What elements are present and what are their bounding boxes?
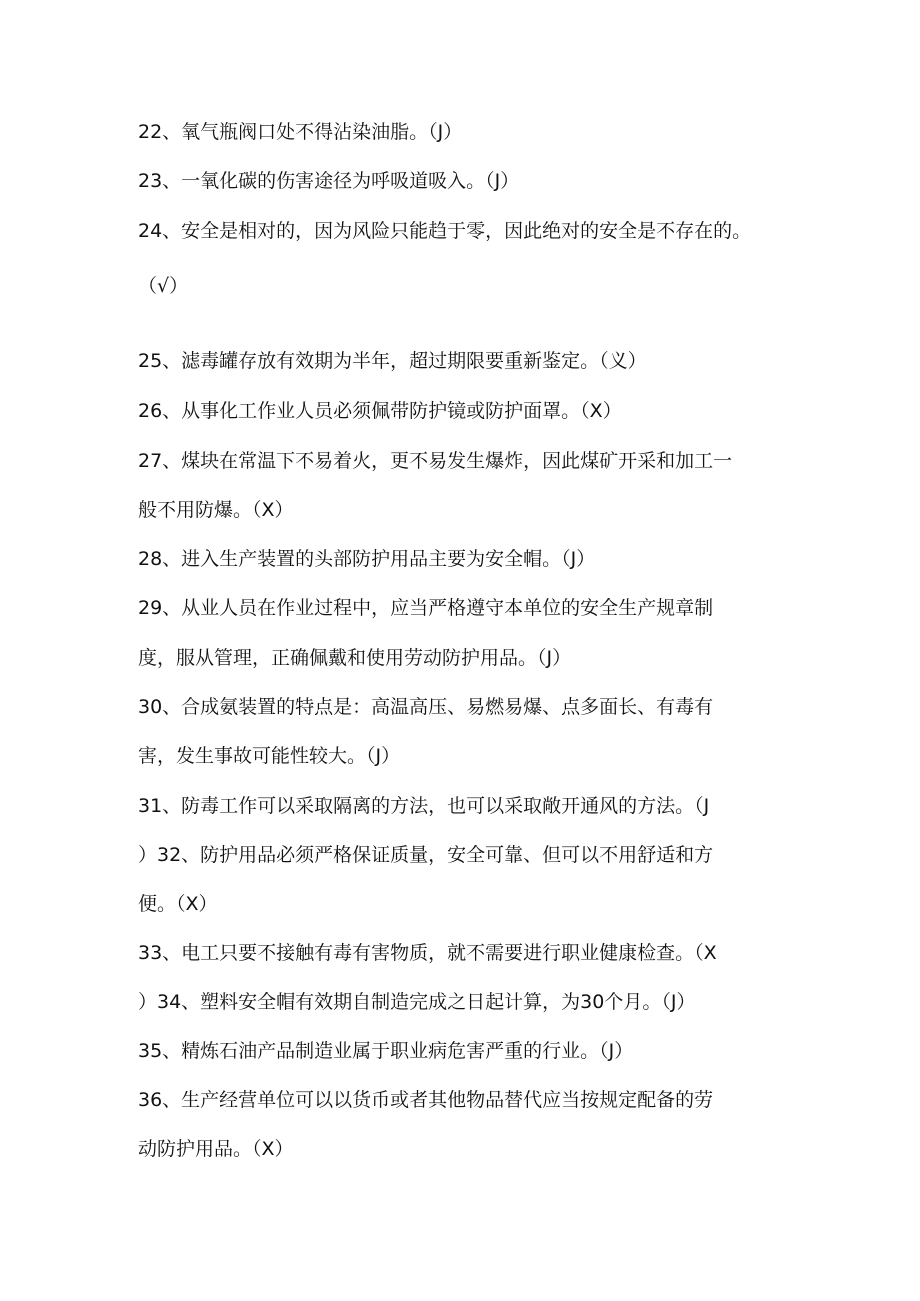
text-line: 度，服从管理，正确佩戴和使用劳动防护用品。（J） <box>138 647 572 669</box>
text-line: 22、氧气瓶阀口处不得沾染油脂。（J） <box>138 121 463 143</box>
text-line: 30、合成氨装置的特点是：高温高压、易燃易爆、点多面长、有毒有 <box>138 696 714 718</box>
text-line: ）32、防护用品必须严格保证质量，安全可靠、但可以不用舒适和方 <box>138 844 714 866</box>
text-line: 31、防毒工作可以采取隔离的方法，也可以采取敞开通风的方法。（J <box>138 795 710 817</box>
text-line: 害，发生事故可能性较大。（J） <box>138 745 401 767</box>
text-line: 23、一氧化碳的伤害途径为呼吸道吸入。（J） <box>138 170 520 192</box>
text-line: 27、煤块在常温下不易着火，更不易发生爆炸，因此煤矿开采和加工一 <box>138 450 733 472</box>
text-line: 36、生产经营单位可以以货币或者其他物品替代应当按规定配备的劳 <box>138 1089 714 1111</box>
text-line: 般不用防爆。（X） <box>138 499 294 521</box>
text-line: （√） <box>138 275 189 297</box>
text-line: 35、精炼石油产品制造业属于职业病危害严重的行业。（J） <box>138 1040 634 1062</box>
text-line: ）34、塑料安全帽有效期自制造完成之日起计算，为30个月。（J） <box>138 991 696 1013</box>
text-line: 24、安全是相对的，因为风险只能趋于零，因此绝对的安全是不存在的。 <box>138 220 752 242</box>
text-line: 25、滤毒罐存放有效期为半年，超过期限要重新鉴定。（义） <box>138 350 647 372</box>
text-line: 动防护用品。（X） <box>138 1138 294 1160</box>
text-line: 便。（X） <box>138 893 218 915</box>
text-line: 28、进入生产装置的头部防护用品主要为安全帽。（J） <box>138 548 596 570</box>
text-line: 29、从业人员在作业过程中，应当严格遵守本单位的安全生产规章制 <box>138 597 714 619</box>
text-line: 33、电工只要不接触有毒有害物质，就不需要进行职业健康检查。（X <box>138 942 717 964</box>
text-line: 26、从事化工作业人员必须佩带防护镜或防护面罩。（X） <box>138 400 622 422</box>
